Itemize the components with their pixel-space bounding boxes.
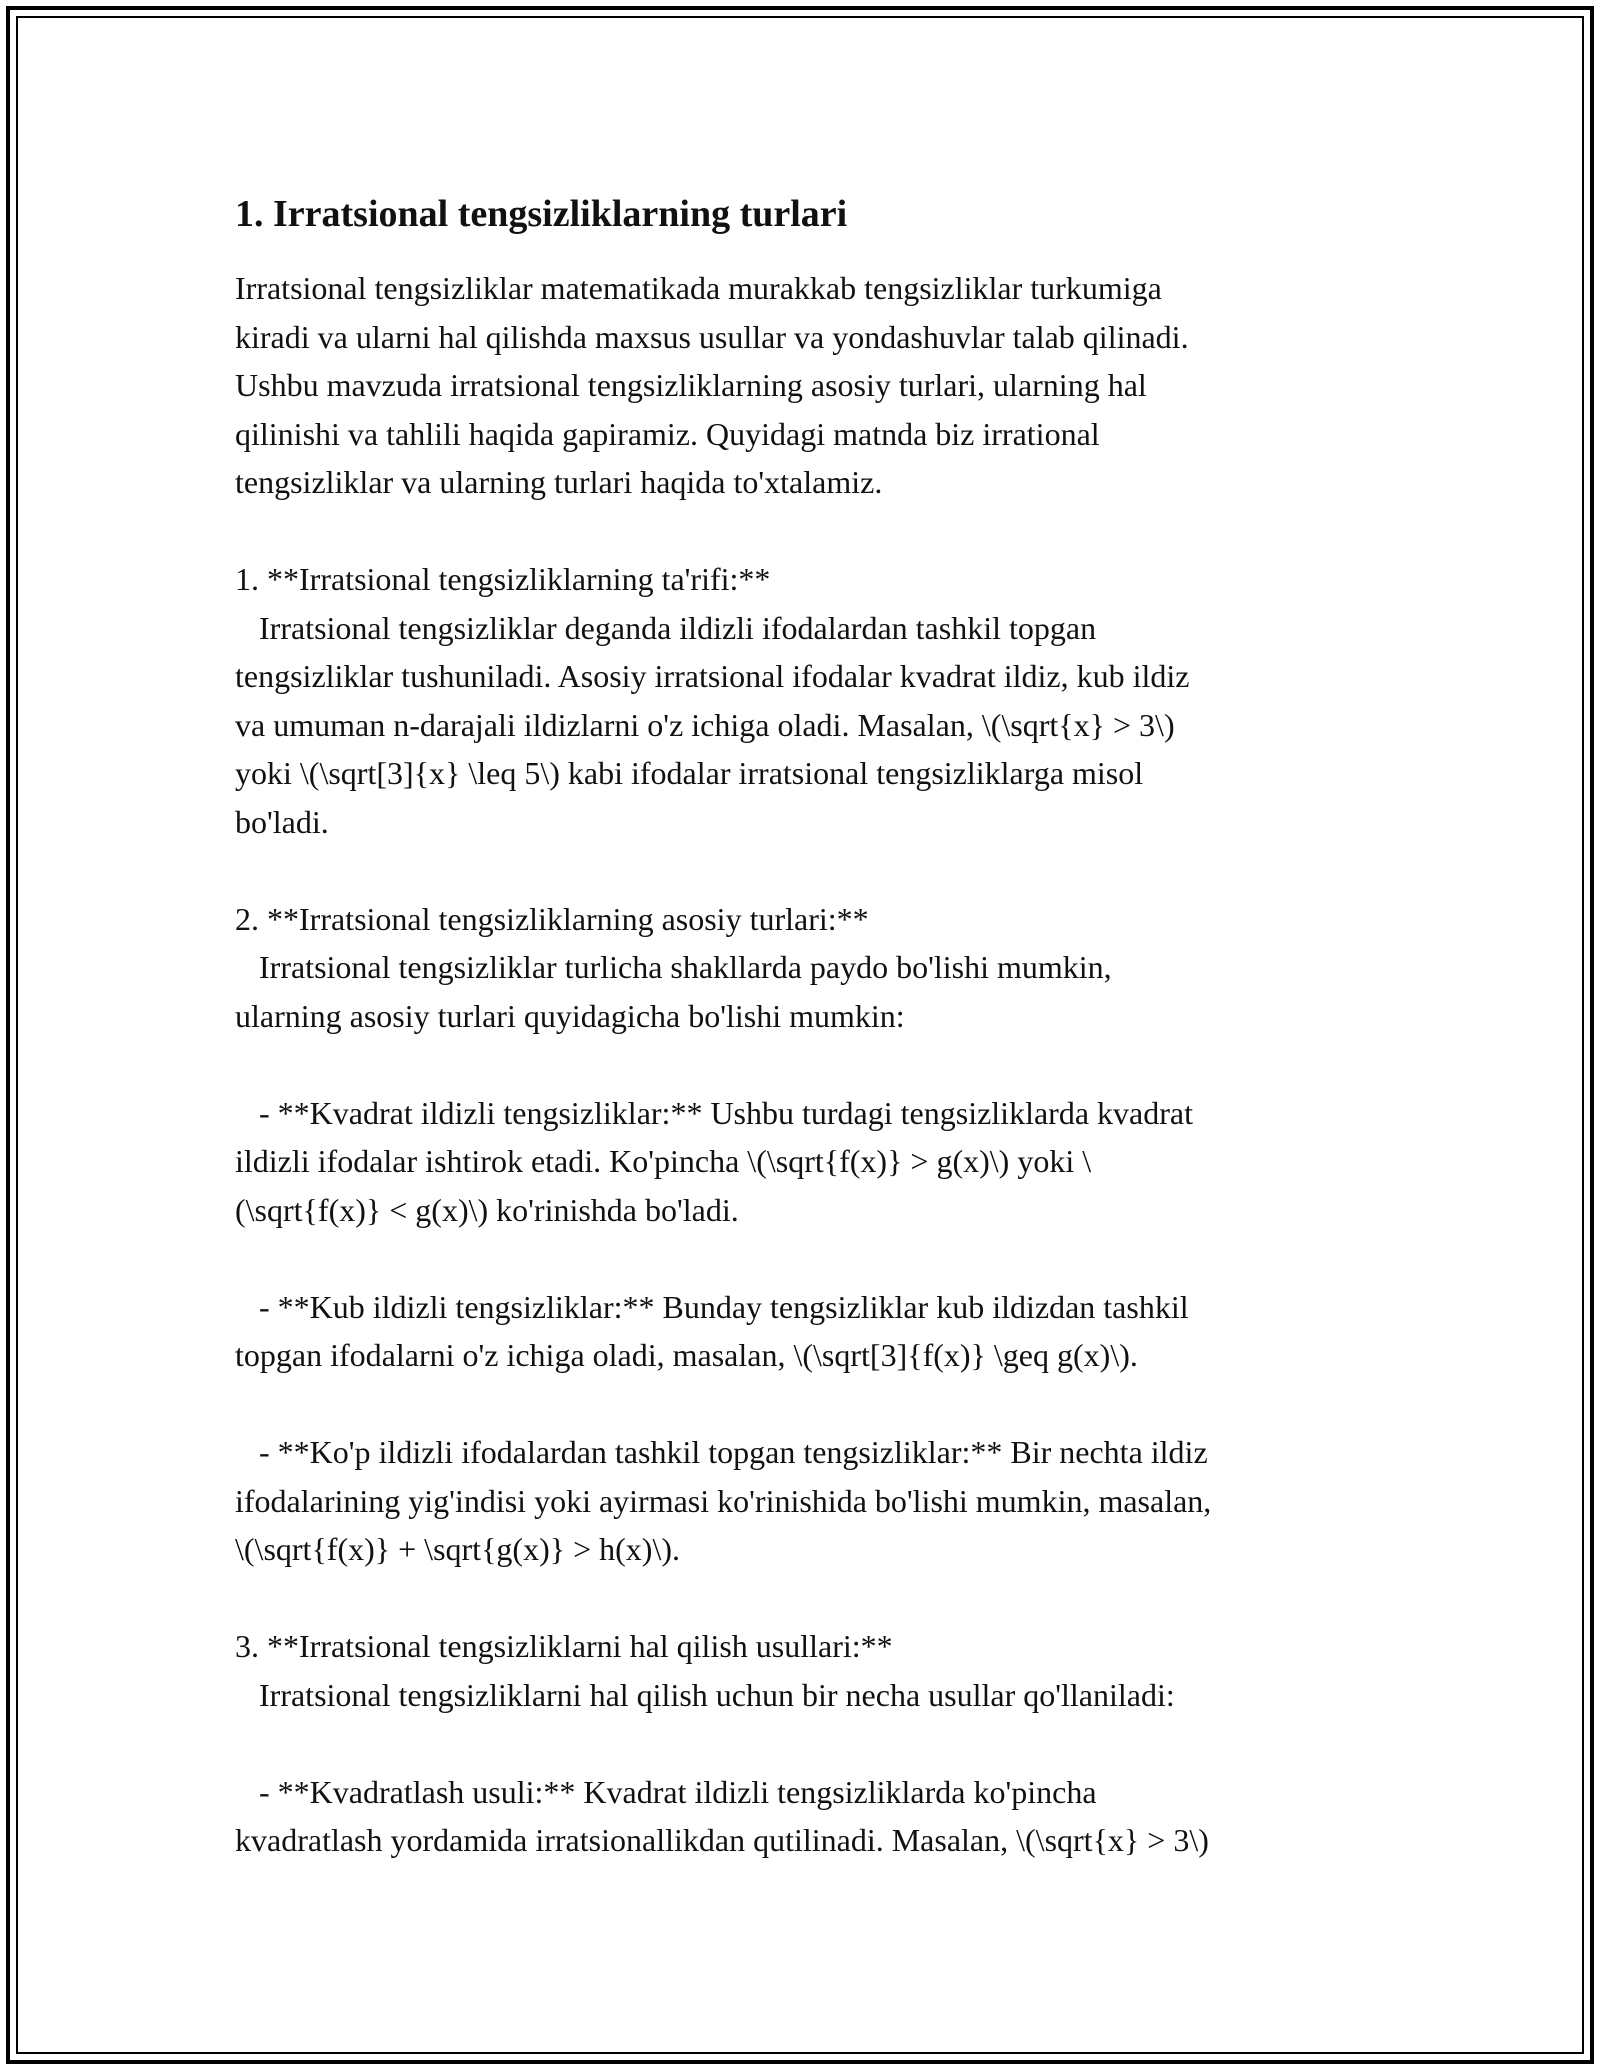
section-body-text: Irratsional tengsizliklar matematikada murakkab tengsizliklar turkumiga kiradi va ularni hal qilishda maxsus usullar va yondashuvlar talab qilinadi. Ushbu mavzuda irratsional tengsizliklarning asosiy turlari, ularning hal qilinishi va tahlili haqida gapiramiz. Quyidagi matnda biz irrational tengsizliklar va ularning turlari haqida to'xtalamiz. 1. **Irratsional tengsizliklarning ta'rifi:** Irratsional tengsizliklar deganda ildizli ifodalardan tashkil topgan tengsizliklar tushuniladi. Asosiy irratsional ifodalar kvadrat ildiz, kub ildiz va umuman n-darajali ildizlarni o'z ichiga oladi. Masalan, \(\sqrt{x} > 3\) yoki \(\sqrt[3]{x} \leq 5\) kabi ifodalar irratsional tengsizliklarga misol bo'ladi. 2. **Irratsional tengsizliklarning asosiy turlari:** Irratsional tengsizliklar turlicha shakllarda paydo bo'lishi mumkin, ularning asosiy turlari quyidagicha bo'lishi mumkin: - **Kvadrat ildizli tengsizliklar:** Ushbu turdagi tengsizliklarda kvadrat ildizli ifodalar ishtirok etadi. Ko'pincha \(\sqrt{f(x)} > g(x)\) yoki \ (\sqrt{f(x)} < g(x)\) ko'rinishda bo'ladi. - **Kub ildizli tengsizliklar:** Bunday tengsizliklar kub ildizdan tashkil topgan ifodalarni o'z ichiga oladi, masalan, \(\sqrt[3]{f(x)} \geq g(x)\). - **Ko'p ildizli ifodalardan tashkil topgan tengsizliklar:** Bir nechta ildiz ifodalarining yig'indisi yoki ayirmasi ko'rinishida bo'lishi mumkin, masalan, \(\sqrt{f(x)} + \sqrt{g(x)} > h(x)\). 3. **Irratsional tengsizliklarni hal qilish usullari:** Irratsional tengsizliklarni hal qilish uchun bir necha usullar qo'llaniladi: - **Kvadratlash usuli:** Kvadrat ildizli tengsizliklarda ko'pincha kvadratlash yordamida irratsionallikdan qutilinadi. Masalan, \(\sqrt{x} > 3\) <box>235 270 1212 1858</box>
section-heading: 1. Irratsional tengsizliklarning turlari <box>235 193 848 235</box>
document-content <box>235 190 1385 1865</box>
